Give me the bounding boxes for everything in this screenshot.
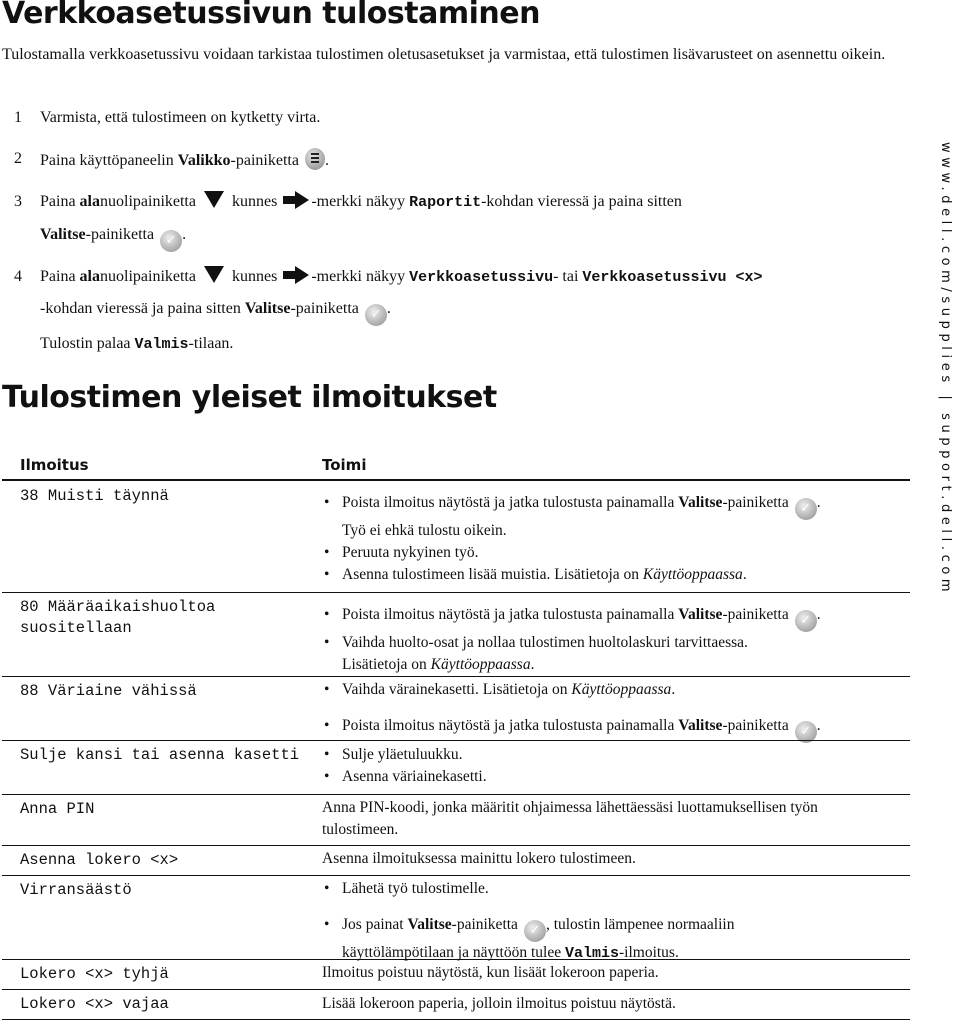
list-item: • Sulje yläetuluukku.	[322, 744, 912, 766]
list-item: • Asenna väriainekasetti.	[322, 766, 912, 788]
table-row-action: Anna PIN-koodi, jonka määritit ohjaimessa lähettäessäsi luottamuksellisen työn tulostimeen.	[322, 799, 818, 838]
row-divider	[2, 989, 910, 990]
column-header-message: Ilmoitus	[20, 456, 89, 474]
table-header-rule	[2, 479, 910, 481]
list-item: • Poista ilmoitus näytöstä ja jatka tulostusta painamalla Valitse-painiketta ✓ .	[322, 604, 912, 632]
checkmark-button-icon: ✓	[365, 304, 387, 326]
row-divider	[2, 959, 910, 960]
step-text: Paina käyttöpaneelin	[40, 152, 178, 169]
table-row-message: Lokero <x> vajaa	[20, 995, 169, 1013]
step-number: 4	[14, 268, 22, 285]
table-row-message: 88 Väriaine vähissä	[20, 682, 197, 700]
menu-item-reports: Raportit	[409, 194, 482, 211]
table-row-action	[322, 744, 912, 788]
row-divider	[2, 676, 910, 677]
list-item: • Vaihda huolto-osat ja nollaa tulostimen huoltolaskuri tarvittaessa. Lisätietoja on Käyttöoppaassa.	[322, 632, 912, 676]
list-item: • Vaihda värainekasetti. Lisätietoja on Käyttöoppaassa.	[322, 679, 912, 701]
menu-item-network-setup-x: Verkkoasetussivu <x>	[582, 269, 763, 286]
checkmark-button-icon: ✓	[795, 721, 817, 743]
table-row-action: Ilmoitus poistuu näytöstä, kun lisäät lokeroon paperia.	[322, 964, 659, 981]
table-row-message: Asenna lokero <x>	[20, 851, 179, 869]
table-row-action	[322, 878, 912, 965]
status-ready: Valmis	[134, 336, 189, 353]
table-row-message: Anna PIN	[20, 800, 95, 818]
table-row-message: Virransäästö	[20, 881, 132, 899]
right-arrow-icon	[283, 191, 309, 209]
step-number: 2	[14, 150, 22, 167]
triangle-down-icon	[204, 191, 224, 208]
row-divider	[2, 794, 910, 795]
step-number: 3	[14, 193, 22, 210]
checkmark-button-icon: ✓	[524, 920, 546, 942]
section-title: Tulostimen yleiset ilmoitukset	[2, 380, 497, 415]
list-item: • Jos painat Valitse-painiketta ✓ , tulostin lämpenee normaaliin käyttölämpötilaan ja näyttöön tulee Valmis-ilmoitus.	[322, 914, 912, 965]
menu-button-label: Valikko	[177, 152, 231, 169]
table-row-action	[322, 492, 912, 586]
step-4-result: Tulostin palaa Valmis-tilaan.	[40, 335, 234, 353]
page-title: Verkkoasetussivun tulostaminen	[2, 0, 540, 31]
step-3-continued: Valitse-painiketta ✓ .	[40, 224, 186, 252]
table-row-message: Sulje kansi tai asenna kasetti	[20, 746, 300, 764]
row-divider	[2, 875, 910, 876]
list-item: • Poista ilmoitus näytöstä ja jatka tulostusta painamalla Valitse-painiketta ✓ .	[322, 715, 912, 743]
row-divider	[2, 592, 910, 593]
table-bottom-rule	[2, 1019, 910, 1020]
table-row-action	[322, 604, 912, 676]
right-arrow-icon	[283, 266, 309, 284]
list-item: • Lähetä työ tulostimelle.	[322, 878, 912, 900]
list-item: • Asenna tulostimeen lisää muistia. Lisätietoja on Käyttöoppaassa.	[322, 564, 912, 586]
table-row-message: 80 Määräaikaishuoltoa suositellaan	[20, 598, 216, 637]
list-item: • Peruuta nykyinen työ.	[322, 542, 912, 564]
checkmark-button-icon: ✓	[160, 230, 182, 252]
table-row-action: Lisää lokeroon paperia, jolloin ilmoitus poistuu näytöstä.	[322, 995, 676, 1012]
menu-item-network-setup: Verkkoasetussivu	[409, 269, 554, 286]
status-ready: Valmis	[564, 945, 619, 962]
sidebar-url-text: www.dell.com/supplies | support.dell.com	[938, 142, 953, 597]
checkmark-button-icon: ✓	[795, 498, 817, 520]
step-text: Varmista, että tulostimeen on kytketty virta.	[40, 109, 321, 126]
table-row-message: 38 Muisti täynnä	[20, 487, 169, 505]
row-divider	[2, 740, 910, 741]
triangle-down-icon	[204, 266, 224, 283]
table-row-action: Asenna ilmoituksessa mainittu lokero tulostimeen.	[322, 850, 636, 867]
column-header-action: Toimi	[322, 456, 367, 474]
checkmark-button-icon: ✓	[795, 610, 817, 632]
table-row-message: Lokero <x> tyhjä	[20, 965, 169, 983]
menu-button-icon	[305, 148, 325, 170]
step-4-continued: -kohdan vieressä ja paina sitten Valitse-painiketta ✓ .	[40, 298, 391, 326]
table-row-action	[322, 679, 912, 743]
list-item: • Poista ilmoitus näytöstä ja jatka tulostusta painamalla Valitse-painiketta ✓ . Työ ei ehkä tulostu oikein.	[322, 492, 912, 542]
intro-paragraph: Tulostamalla verkkoasetussivu voidaan tarkistaa tulostimen oletusasetukset ja varmistaa, että tulostimen lisävarusteet on asennettu oikein.	[2, 46, 886, 63]
step-number: 1	[14, 109, 22, 126]
row-divider	[2, 845, 910, 846]
